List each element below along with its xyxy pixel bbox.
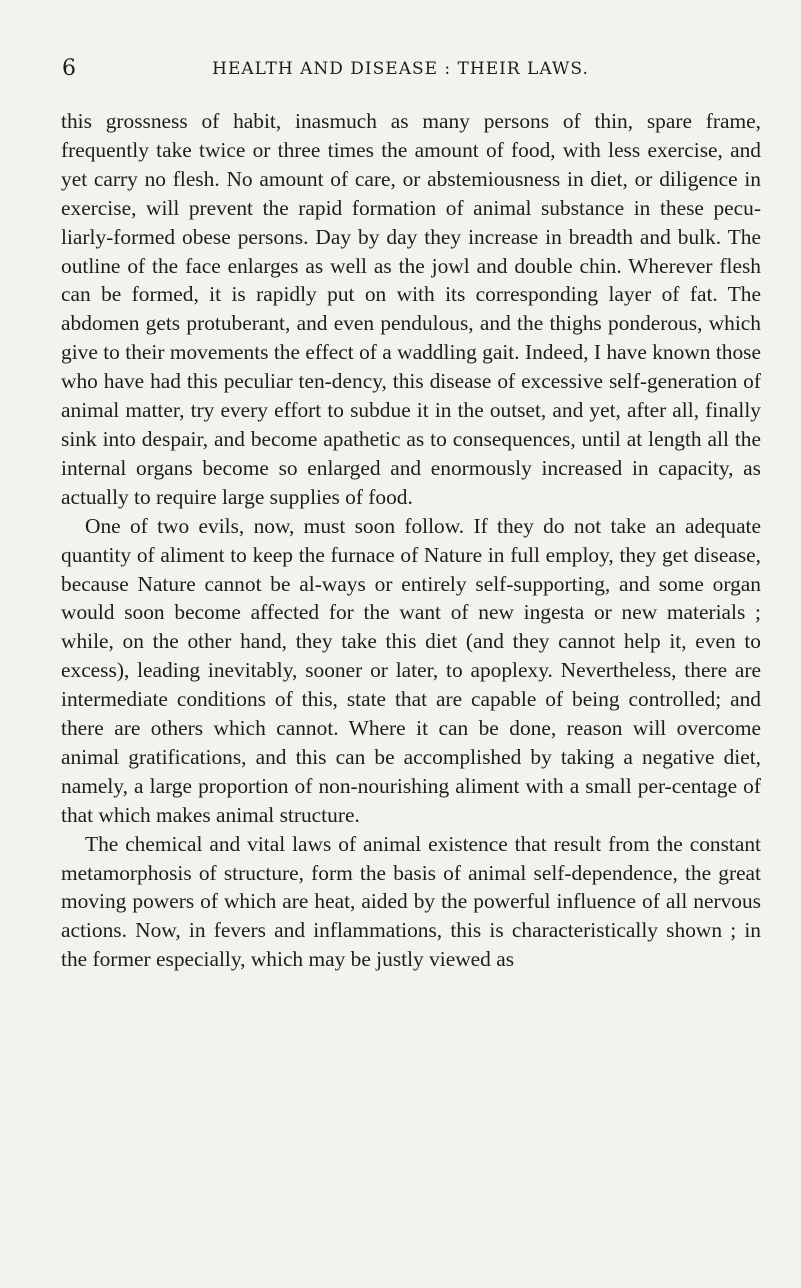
paragraph: this grossness of habit, inasmuch as many persons of thin, spare frame, frequently take twice or three times the amount of food, with less exercise, and yet carry no flesh. No amount of care, or abstemiousness in diet, or diligence in exercise, will prevent the rapid formation of animal substance in these pecu-liarly-formed obese persons. Day by day they increase in breadth and bulk. The outline of the face enlarges as well as the jowl and double chin. Wherever flesh can be formed, it is rapidly put on with its corresponding layer of fat. The abdomen gets protuberant, and even pendulous, and the thighs ponderous, which give to their movements the effect of a waddling gait. Indeed, I have known those who have had this peculiar ten-dency, this disease of excessive self-generation of animal matter, try every effort to subdue it in the outset, and yet, after all, finally sink into despair, and become apathetic as to consequences, until at length all the internal organs become so enlarged and enormously increased in capacity, as actually to require large supplies of food.: [61, 109, 761, 509]
paragraph: The chemical and vital laws of animal existence that result from the constant metamorphosis of structure, form the basis of animal self-dependence, the great moving powers of which are heat, aided by the powerful influence of all nervous actions. Now, in fevers and inflammations, this is characteristically shown ; in the former especially, which may be justly viewed as: [61, 831, 761, 972]
running-head: HEALTH AND DISEASE : THEIR LAWS.: [212, 59, 589, 79]
page-header: [0, 54, 801, 84]
body-text: [61, 107, 761, 974]
paragraph: One of two evils, now, must soon follow. If they do not take an adequate quantity of aliment to keep the furnace of Nature in full employ, they get disease, because Nature cannot be al-ways or entirely self-supporting, and some organ would soon become affected for the want of new ingesta or new materials ; while, on the other hand, they take this diet (and they cannot help it, even to excess), leading inevitably, sooner or later, to apoplexy. Nevertheless, there are intermediate conditions of this, state that are capable of being controlled; and there are others which cannot. Where it can be done, reason will overcome animal gratifications, and this can be accomplished by taking a negative diet, namely, a large proportion of non-nourishing aliment with a small per-centage of that which makes animal structure.: [61, 513, 761, 827]
page-number: 6: [62, 56, 76, 81]
